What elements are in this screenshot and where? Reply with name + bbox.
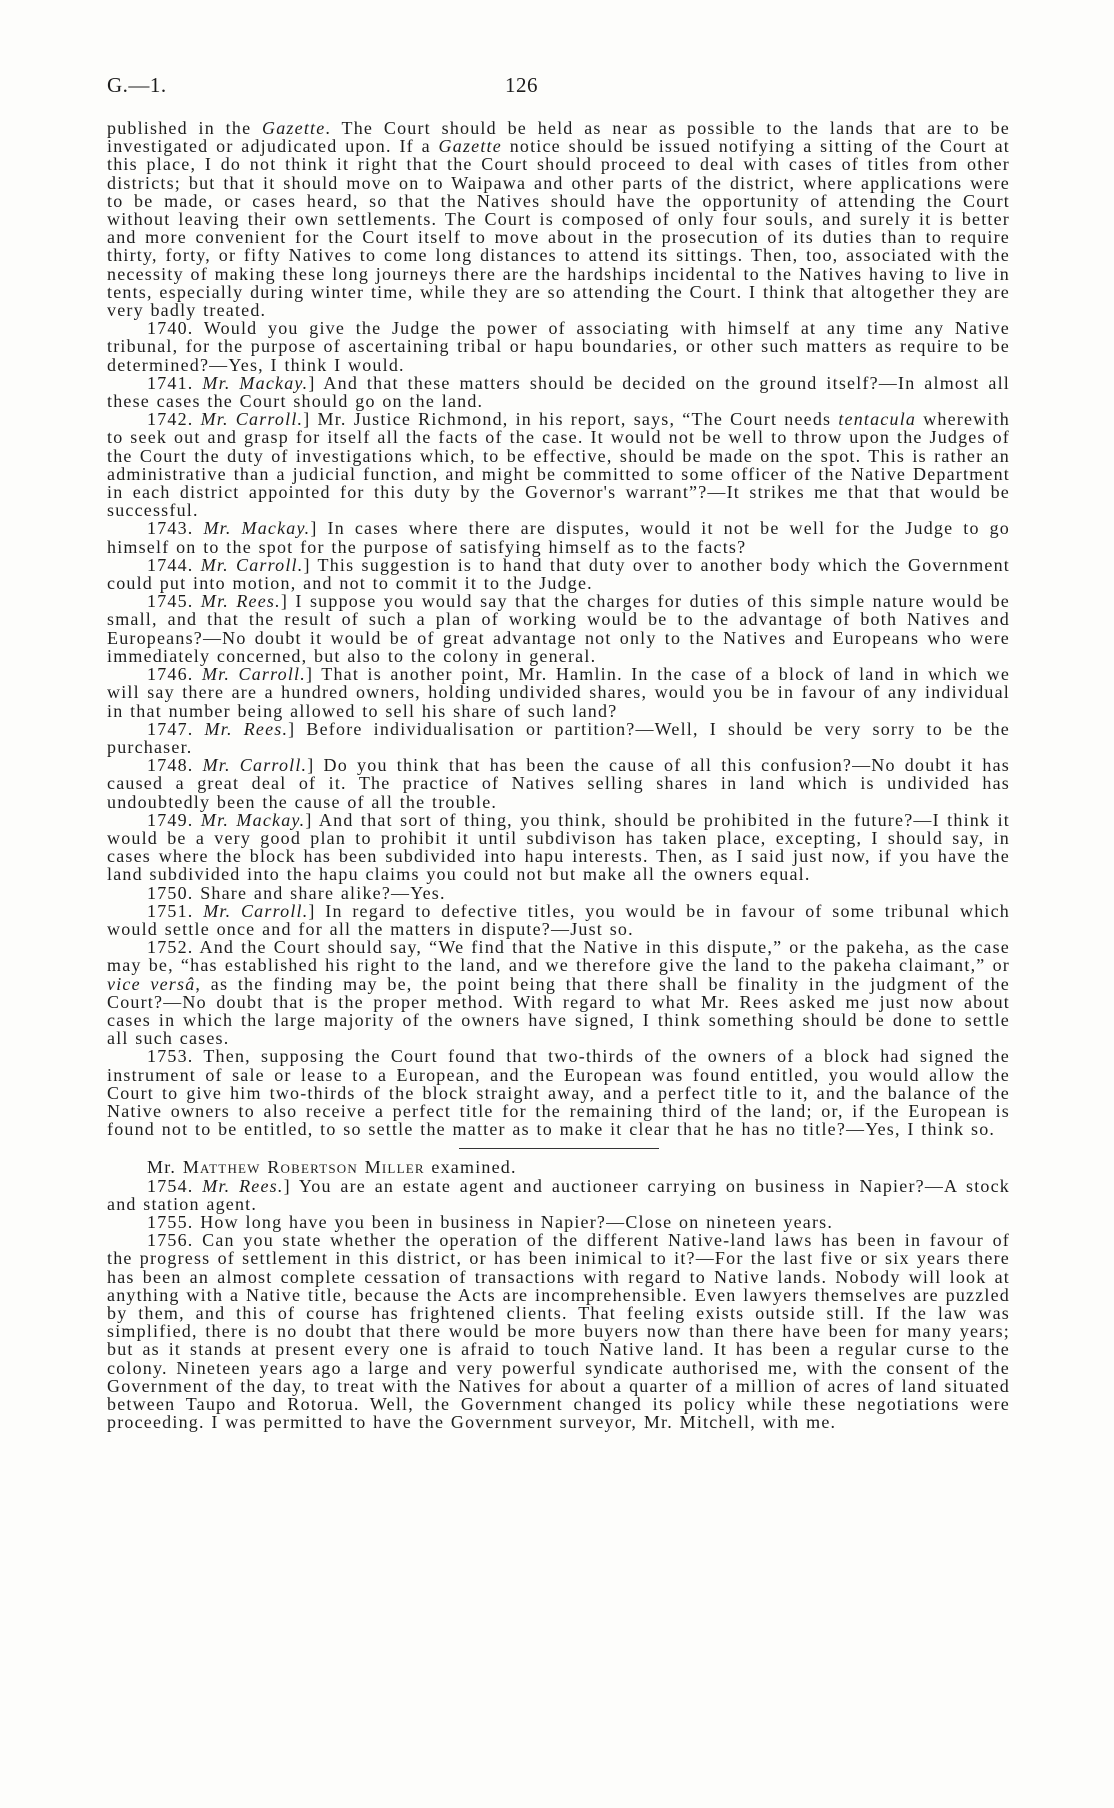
text-run: 1745.	[147, 591, 201, 612]
paragraph	[107, 592, 1010, 665]
paragraph	[107, 884, 1010, 902]
paragraph	[107, 811, 1010, 884]
paragraph	[107, 374, 1010, 410]
paragraph	[107, 319, 1010, 374]
text-run: ] You are an estate agent and auctioneer carrying on business in Napier?—A stock and station agent.	[107, 1175, 1010, 1214]
paragraph	[107, 720, 1010, 756]
paragraph	[107, 665, 1010, 720]
paragraph	[107, 902, 1010, 938]
text-run: ] In regard to defective titles, you would be in favour of some tribunal which would settle once and for all the matters in dispute?—Just so.	[107, 900, 1010, 939]
text-run: 1752. And the Court should say, “We find that the Native in this dispute,” or the pakeha, as the case may be, “has established his right to the land, and we therefore give the land to the pakeha claimant,” or	[107, 937, 1010, 976]
italic-text: Mr. Rees.	[202, 1175, 284, 1196]
page-header	[107, 72, 1010, 100]
italic-text: Mr. Mackay.	[202, 372, 309, 393]
paragraph	[107, 556, 1010, 592]
text-run: 1756. Can you state whether the operation of the different Native-land laws has been in favour of the progress of settlement in this district, or has been inimical to it?—For the last five or six years there has been an almost complete cessation of transactions with regard to Native lands. Nobody will look at anything with a Native title, because the Acts are incomprehensible. Even lawyers themselves are puzzled by them, and this of course has frightened clients. That feeling exists outside still. If the law was simplified, there is no doubt that there would be more buyers now than there have been for many years; but as it stands at present every one is afraid to touch Native land. It has been a regular curse to the colony. Nineteen years ago a large and very powerful syndicate authorised me, with the consent of the Government of the day, to treat with the Natives for about a quarter of a million of acres of land situated between Taupo and Rotorua. Well, the Government changed its policy while these negotiations were proceeding. I was permitted to have the Government surveyor, Mr. Mitchell, with me.	[107, 1230, 1010, 1433]
testimony-before-heading	[107, 119, 1010, 1138]
text-run: ] This suggestion is to hand that duty over to another body which the Government could put into motion, and not to commit it to the Judge.	[107, 554, 1010, 594]
text-run: ] Mr. Justice Richmond, in his report, says, “The Court needs	[303, 409, 839, 430]
text-run: 1742.	[147, 409, 201, 430]
paragraph	[107, 756, 1010, 811]
text-run: 1748.	[147, 755, 203, 776]
italic-text: Mr. Rees.	[200, 591, 281, 612]
witness-heading	[107, 1158, 1010, 1176]
italic-text: Mr. Carroll.	[202, 755, 308, 776]
text-run: ] And that these matters should be decided on the ground itself?—In almost all these cases the Court should go on the land.	[107, 372, 1011, 412]
text-run: wherewith to seek out and grasp for itself all the facts of the case. It would not be well to throw upon the Judges of the Court the duty of investigations which, to be effective, should be made on the spot. This is rather an administrative than a judicial function, and might be committed to some officer of the Native Department in each district appointed for this duty by the Governor's warrant”?—It strikes me that that would be successful.	[107, 409, 1010, 521]
paragraph	[107, 1213, 1010, 1231]
paragraph	[107, 519, 1010, 555]
small-caps-text: Matthew Robertson Miller	[182, 1157, 425, 1178]
text-run: ] Do you think that has been the cause of all this confusion?—No doubt it has caused a great deal of it. The practice of Natives selling shares in land which is undivided has undoubtedly been the cause of all the trouble.	[107, 755, 1010, 812]
italic-text: Mr. Carroll.	[203, 900, 309, 921]
text-run: . The Court should be held as near as possible to the lands that are to be investigated or adjudicated upon. If a	[107, 118, 1010, 157]
text-run: examined.	[424, 1157, 517, 1178]
text-run: 1743.	[147, 518, 204, 539]
italic-text: Mr. Carroll.	[200, 409, 304, 430]
italic-text: Mr. Rees.	[204, 718, 289, 739]
text-run: 1747.	[147, 718, 205, 739]
paragraph	[107, 938, 1010, 1047]
text-run: ] I suppose you would say that the charges for duties of this simple nature would be small, and that the result of such a plan of working would be to the advantage of both Natives and Europeans?—No doubt it would be of great advantage not only to the Natives and Europeans who were immediately concerned, but also to the colony in general.	[107, 591, 1010, 666]
text-run: ] In cases where there are disputes, would it not be well for the Judge to go himself on to the spot for the purpose of satisfying himself as to the facts?	[107, 518, 1010, 557]
paragraph	[107, 1047, 1010, 1138]
text-run: 1753. Then, supposing the Court found that two-thirds of the owners of a block had signed the instrument of sale or lease to a European, and the European was found entitled, you would allow the Court to give him two-thirds of the block straight away, and a perfect title to it, and the balance of the Native owners to also receive a perfect title for the remaining third of the land; or, if the European is found not to be entitled, to so settle the matter as to make it clear that he has no title?—Yes, I think so.	[107, 1046, 1010, 1140]
italic-text: tentacula	[838, 409, 917, 430]
paragraph	[107, 1177, 1010, 1213]
italic-text: Gazette	[438, 136, 502, 157]
text-run: 1754.	[147, 1175, 203, 1196]
text-run: published in the	[107, 118, 263, 138]
text-run: 1741.	[147, 372, 203, 393]
italic-text: Gazette	[262, 118, 326, 138]
section-divider	[459, 1148, 659, 1149]
text-run: 1751.	[147, 900, 204, 921]
text-run: 1755. How long have you been in business in Napier?—Close on nineteen years.	[147, 1211, 834, 1232]
text-run: 1746.	[147, 664, 202, 685]
text-run: 1740. Would you give the Judge the power of associating with himself at any time any Native tribunal, for the purpose of ascertaining tribal or hapu boundaries, or other such matters as require to be determined?—Yes, I think I would.	[107, 318, 1010, 375]
text-run: 1744.	[147, 554, 201, 575]
italic-text: Mr. Carroll.	[200, 554, 304, 575]
text-run: 1749.	[147, 809, 201, 830]
paragraph	[107, 410, 1010, 519]
italic-text: vice versâ	[107, 973, 196, 994]
page-number: 126	[505, 73, 538, 97]
paragraph	[107, 119, 1010, 319]
paragraph	[107, 1231, 1010, 1431]
text-run: , as the finding may be, the point being that there shall be finality in the judgment of the Court?—No doubt that is the proper method. With regard to what Mr. Rees asked me just now about cases in which the large majority of the owners have signed, I think something should be done to settle all such cases.	[107, 973, 1010, 1049]
italic-text: Mr. Carroll.	[201, 664, 306, 685]
text-run: notice should be issued notifying a sitting of the Court at this place, I do not think it right that the Court should proceed to deal with cases of titles from other districts; but that it should move on to Waipawa and other parts of the district, where applications were to be made, or cases heard, so that the Natives should have the opportunity of attending the Court without leaving their own settlements. The Court is composed of only four souls, and surely it is better and more convenient for the Court itself to move about in the prosecution of its duties than to require thirty, forty, or fifty Natives to come long distances to attend its sittings. Then, too, associated with the necessity of making these long journeys there are the hardships incidental to the Natives having to live in tents, especially during winter time, while they are so attending the Court. I think that altogether they are very badly treated.	[107, 136, 1010, 321]
text-run: ] And that sort of thing, you think, should be prohibited in the future?—I think it would be a very good plan to prohibit it until subdivison has taken place, excepting, I should say, in cases where the block has been subdivided into hapu interests. Then, as I said just now, if you have the land subdivided into the hapu claims you could not but make all the owners equal.	[107, 809, 1010, 885]
document-reference: G.—1.	[107, 73, 167, 97]
text-run: 1750. Share and share alike?—Yes.	[147, 882, 446, 903]
document-body	[107, 119, 1010, 1431]
italic-text: Mr. Mackay.	[203, 518, 311, 539]
italic-text: Mr. Mackay.	[200, 809, 306, 830]
text-run: ] That is another point, Mr. Hamlin. In the case of a block of land in which we will say there are a hundred owners, holding undivided shares, would you be in favour of any individual in that number being allowed to sell his share of such land?	[107, 664, 1011, 721]
text-run: ] Before individualisation or partition?—Well, I should be very sorry to be the purchaser.	[107, 718, 1010, 757]
testimony-after-heading	[107, 1177, 1010, 1432]
text-run: Mr.	[147, 1157, 183, 1178]
